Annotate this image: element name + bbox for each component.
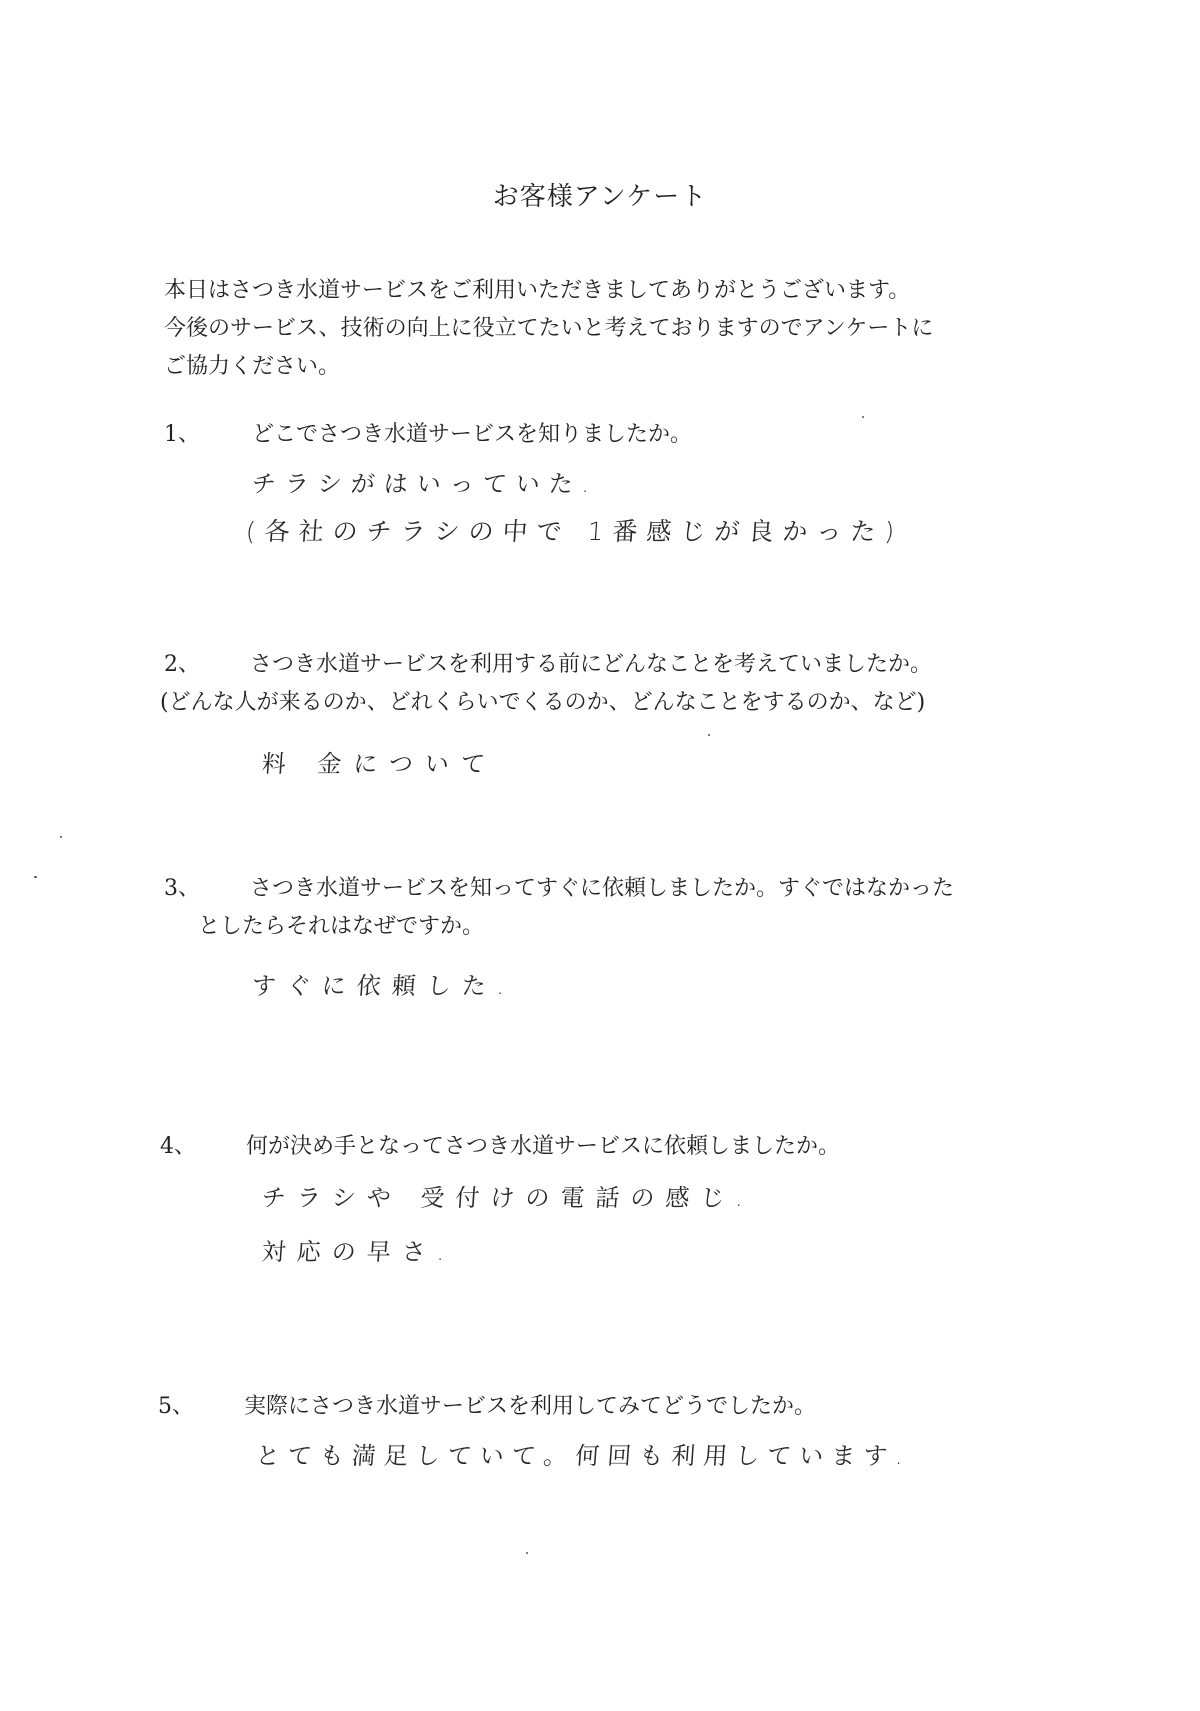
intro-line: 今後のサービス、技術の向上に役立てたいと考えておりますのでアンケートに <box>164 316 934 341</box>
scan-speck <box>526 1552 528 1554</box>
question-text: 実際にさつき水道サービスを利用してみてどうでしたか。 <box>244 1394 817 1419</box>
question-number: 3、 <box>164 876 200 901</box>
question-text: さつき水道サービスを知ってすぐに依頼しましたか。すぐではなかった <box>250 876 955 901</box>
answer-3-line-1: すぐに依頼した. <box>250 972 517 1000</box>
intro-line: 本日はさつき水道サービスをご利用いただきましてありがとうございます。 <box>164 278 911 303</box>
answer-4-line-1: チラシや 受付けの電話の感じ. <box>260 1184 756 1212</box>
question-number: 4、 <box>160 1134 196 1159</box>
intro-line: ご協力ください。 <box>164 354 341 379</box>
scan-speck <box>60 836 62 838</box>
answer-1-line-2: (各社のチラシの中で 1番感じが良かった) <box>244 517 905 546</box>
question-number: 2、 <box>164 652 200 677</box>
question-text: さつき水道サービスを利用する前にどんなことを考えていましたか。 <box>250 652 933 677</box>
question-subtext: としたらそれはなぜですか。 <box>198 914 485 939</box>
question-text: 何が決め手となってさつき水道サービスに依頼しましたか。 <box>246 1134 841 1159</box>
question-number: 5、 <box>158 1394 194 1419</box>
scan-speck <box>708 734 710 736</box>
page-title: お客様アンケート <box>492 182 708 212</box>
question-text: どこでさつき水道サービスを知りましたか。 <box>252 422 693 447</box>
intro-paragraph <box>164 272 1064 386</box>
answer-5-line-1: とても満足していて。何回も利用しています. <box>254 1442 912 1470</box>
answer-2-line-1: 料 金について <box>260 750 498 778</box>
answer-4-line-2: 対応の早さ. <box>260 1238 457 1266</box>
question-subtext: (どんな人が来るのか、どれくらいでくるのか、どんなことをするのか、など) <box>160 690 926 715</box>
scan-speck <box>862 416 864 418</box>
scan-speck <box>34 876 37 878</box>
answer-1-line-1: チラシがはいっていた. <box>250 470 600 498</box>
question-number: 1、 <box>164 422 200 447</box>
